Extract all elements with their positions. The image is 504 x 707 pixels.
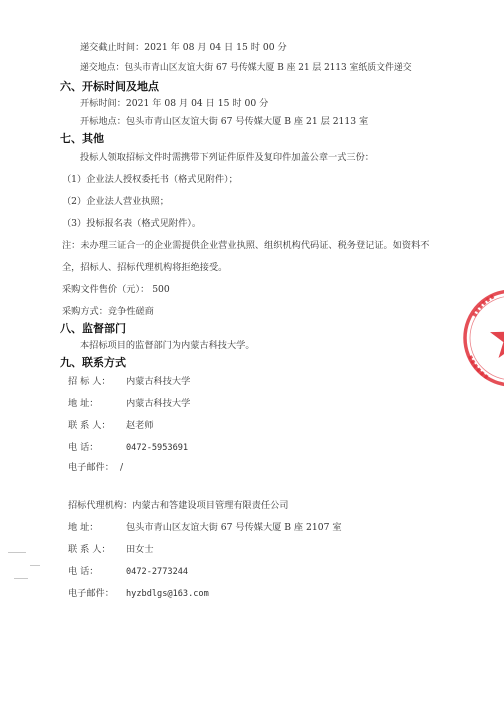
contact-label: 电子邮件： bbox=[68, 588, 114, 599]
opening-time: 开标时间：2021 年 08 月 04 日 15 时 00 分 bbox=[80, 98, 269, 109]
contact-label: 地 址： bbox=[68, 522, 99, 533]
doc-requirement-item: （3）投标报名表（格式见附件）。 bbox=[62, 218, 202, 229]
contact-label: 电 话： bbox=[68, 566, 99, 577]
scan-speck bbox=[30, 565, 40, 566]
submission-deadline: 递交截止时间：2021 年 08 月 04 日 15 时 00 分 bbox=[80, 42, 287, 53]
agency-phone: 0472-2773244 bbox=[126, 567, 189, 577]
contact-label: 联 系 人： bbox=[68, 420, 111, 431]
agency-email: hyzbdlgs@163.com bbox=[126, 589, 209, 599]
doc-requirement-item: （2）企业法人营业执照； bbox=[62, 196, 169, 207]
doc-requirement-item: （1）企业法人授权委托书（格式见附件）； bbox=[62, 174, 238, 185]
procurement-method: 采购方式：竞争性磋商 bbox=[62, 306, 154, 317]
section-8-heading: 八、监督部门 bbox=[60, 322, 126, 335]
company-seal-stamp bbox=[460, 286, 504, 390]
contact-label: 招 标 人： bbox=[68, 376, 111, 387]
tenderer-email: / bbox=[120, 462, 124, 473]
supervision-text: 本招标项目的监督部门为内蒙古科技大学。 bbox=[80, 340, 255, 351]
contact-label: 联 系 人： bbox=[68, 544, 111, 555]
section-7-heading: 七、其他 bbox=[60, 132, 104, 145]
agency-address: 包头市青山区友谊大街 67 号传媒大厦 B 座 2107 室 bbox=[126, 522, 342, 533]
tenderer-address: 内蒙古科技大学 bbox=[126, 398, 191, 409]
tenderer-phone: 0472-5953691 bbox=[126, 443, 189, 453]
submission-place: 递交地点：包头市青山区友谊大街 67 号传媒大厦 B 座 21 层 2113 室纸质文件递交 bbox=[80, 63, 412, 73]
note-line: 注：未办理三证合一的企业需提供企业营业执照、组织机构代码证、税务登记证。如资料不 bbox=[62, 240, 430, 251]
section-9-heading: 九、联系方式 bbox=[60, 356, 126, 369]
seal-star-icon bbox=[490, 316, 504, 358]
agency-name-line: 招标代理机构：内蒙古和答建设项目管理有限责任公司 bbox=[68, 500, 289, 511]
tenderer-contact-person: 赵老师 bbox=[126, 420, 154, 431]
scan-speck bbox=[8, 552, 26, 553]
document-price: 采购文件售价（元）： 500 bbox=[62, 284, 170, 295]
agency-contact-person: 田女士 bbox=[126, 544, 154, 555]
contact-label: 地 址： bbox=[68, 398, 99, 409]
opening-place: 开标地点：包头市青山区友谊大街 67 号传媒大厦 B 座 21 层 2113 室 bbox=[80, 116, 369, 127]
note-line: 全，招标人、招标代理机构将拒绝接受。 bbox=[62, 262, 228, 273]
tenderer-name: 内蒙古科技大学 bbox=[126, 376, 191, 387]
section-6-heading: 六、开标时间及地点 bbox=[60, 80, 159, 93]
contact-label: 电 话： bbox=[68, 442, 99, 453]
contact-label: 电子邮件： bbox=[68, 462, 114, 473]
scan-speck bbox=[14, 578, 28, 579]
other-intro: 投标人领取招标文件时需携带下列证件原件及复印件加盖公章一式三份： bbox=[80, 152, 374, 163]
